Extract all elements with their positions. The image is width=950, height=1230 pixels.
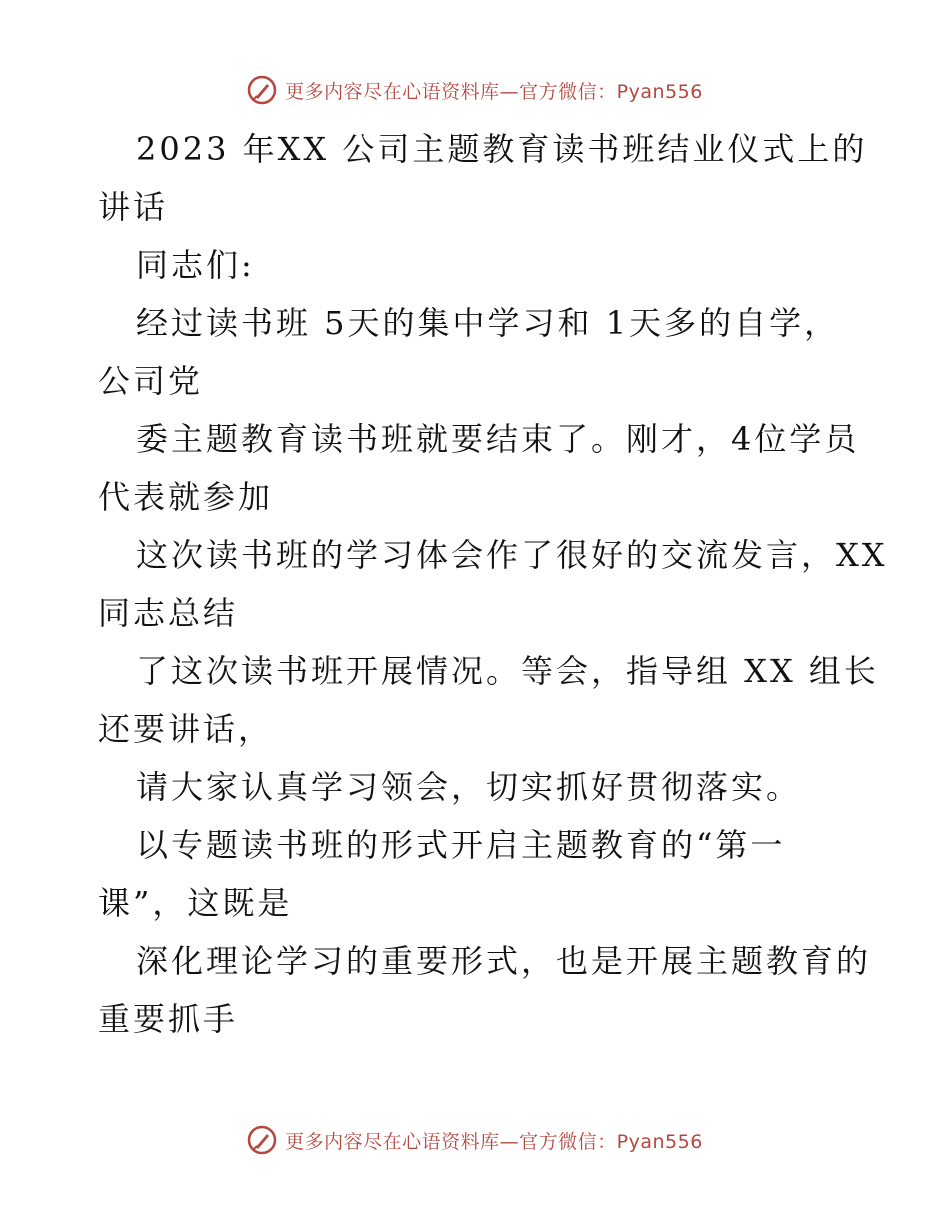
quill-logo-icon bbox=[247, 1125, 277, 1155]
footer-banner-label: 更多内容尽在心语资料库—官方微信： bbox=[285, 1130, 617, 1153]
salutation: 同志们: bbox=[136, 246, 255, 284]
paragraph-line: 这次读书班的学习体会作了很好的交流发言，XX bbox=[136, 536, 888, 574]
footer-banner-text bbox=[285, 1127, 703, 1154]
paragraph-line: 以专题读书班的形式开启主题教育的“第一 bbox=[136, 826, 786, 864]
title-line-2: 讲话 bbox=[98, 188, 169, 226]
header-wechat-id: Pyan556 bbox=[616, 80, 703, 103]
paragraph-line: 了这次读书班开展情况。等会，指导组 XX 组长 bbox=[136, 652, 879, 690]
paragraph-line: 公司党 bbox=[98, 362, 204, 400]
header-banner bbox=[0, 70, 950, 110]
paragraph-line: 课”，这既是 bbox=[98, 884, 293, 922]
paragraph-line: 经过读书班 5天的集中学习和 1天多的自学， bbox=[136, 304, 840, 342]
paragraph-line: 深化理论学习的重要形式，也是开展主题教育的 bbox=[136, 942, 872, 980]
footer-wechat-id: Pyan556 bbox=[616, 1130, 703, 1153]
header-banner-label: 更多内容尽在心语资料库—官方微信： bbox=[285, 80, 617, 103]
paragraph-line: 同志总结 bbox=[98, 594, 239, 632]
paragraph-line: 代表就参加 bbox=[98, 478, 274, 516]
paragraph-line: 重要抓手 bbox=[98, 1000, 239, 1038]
paragraph-line: 委主题教育读书班就要结束了。刚才，4位学员 bbox=[136, 420, 860, 458]
footer-banner bbox=[0, 1120, 950, 1160]
title-line-1: 2023 年XX 公司主题教育读书班结业仪式上的 bbox=[136, 130, 868, 168]
paragraph-line: 请大家认真学习领会，切实抓好贯彻落实。 bbox=[136, 768, 802, 806]
header-banner-text bbox=[285, 77, 703, 104]
paragraph-line: 还要讲话， bbox=[98, 710, 274, 748]
document-body bbox=[98, 120, 888, 1048]
quill-logo-icon bbox=[247, 75, 277, 105]
